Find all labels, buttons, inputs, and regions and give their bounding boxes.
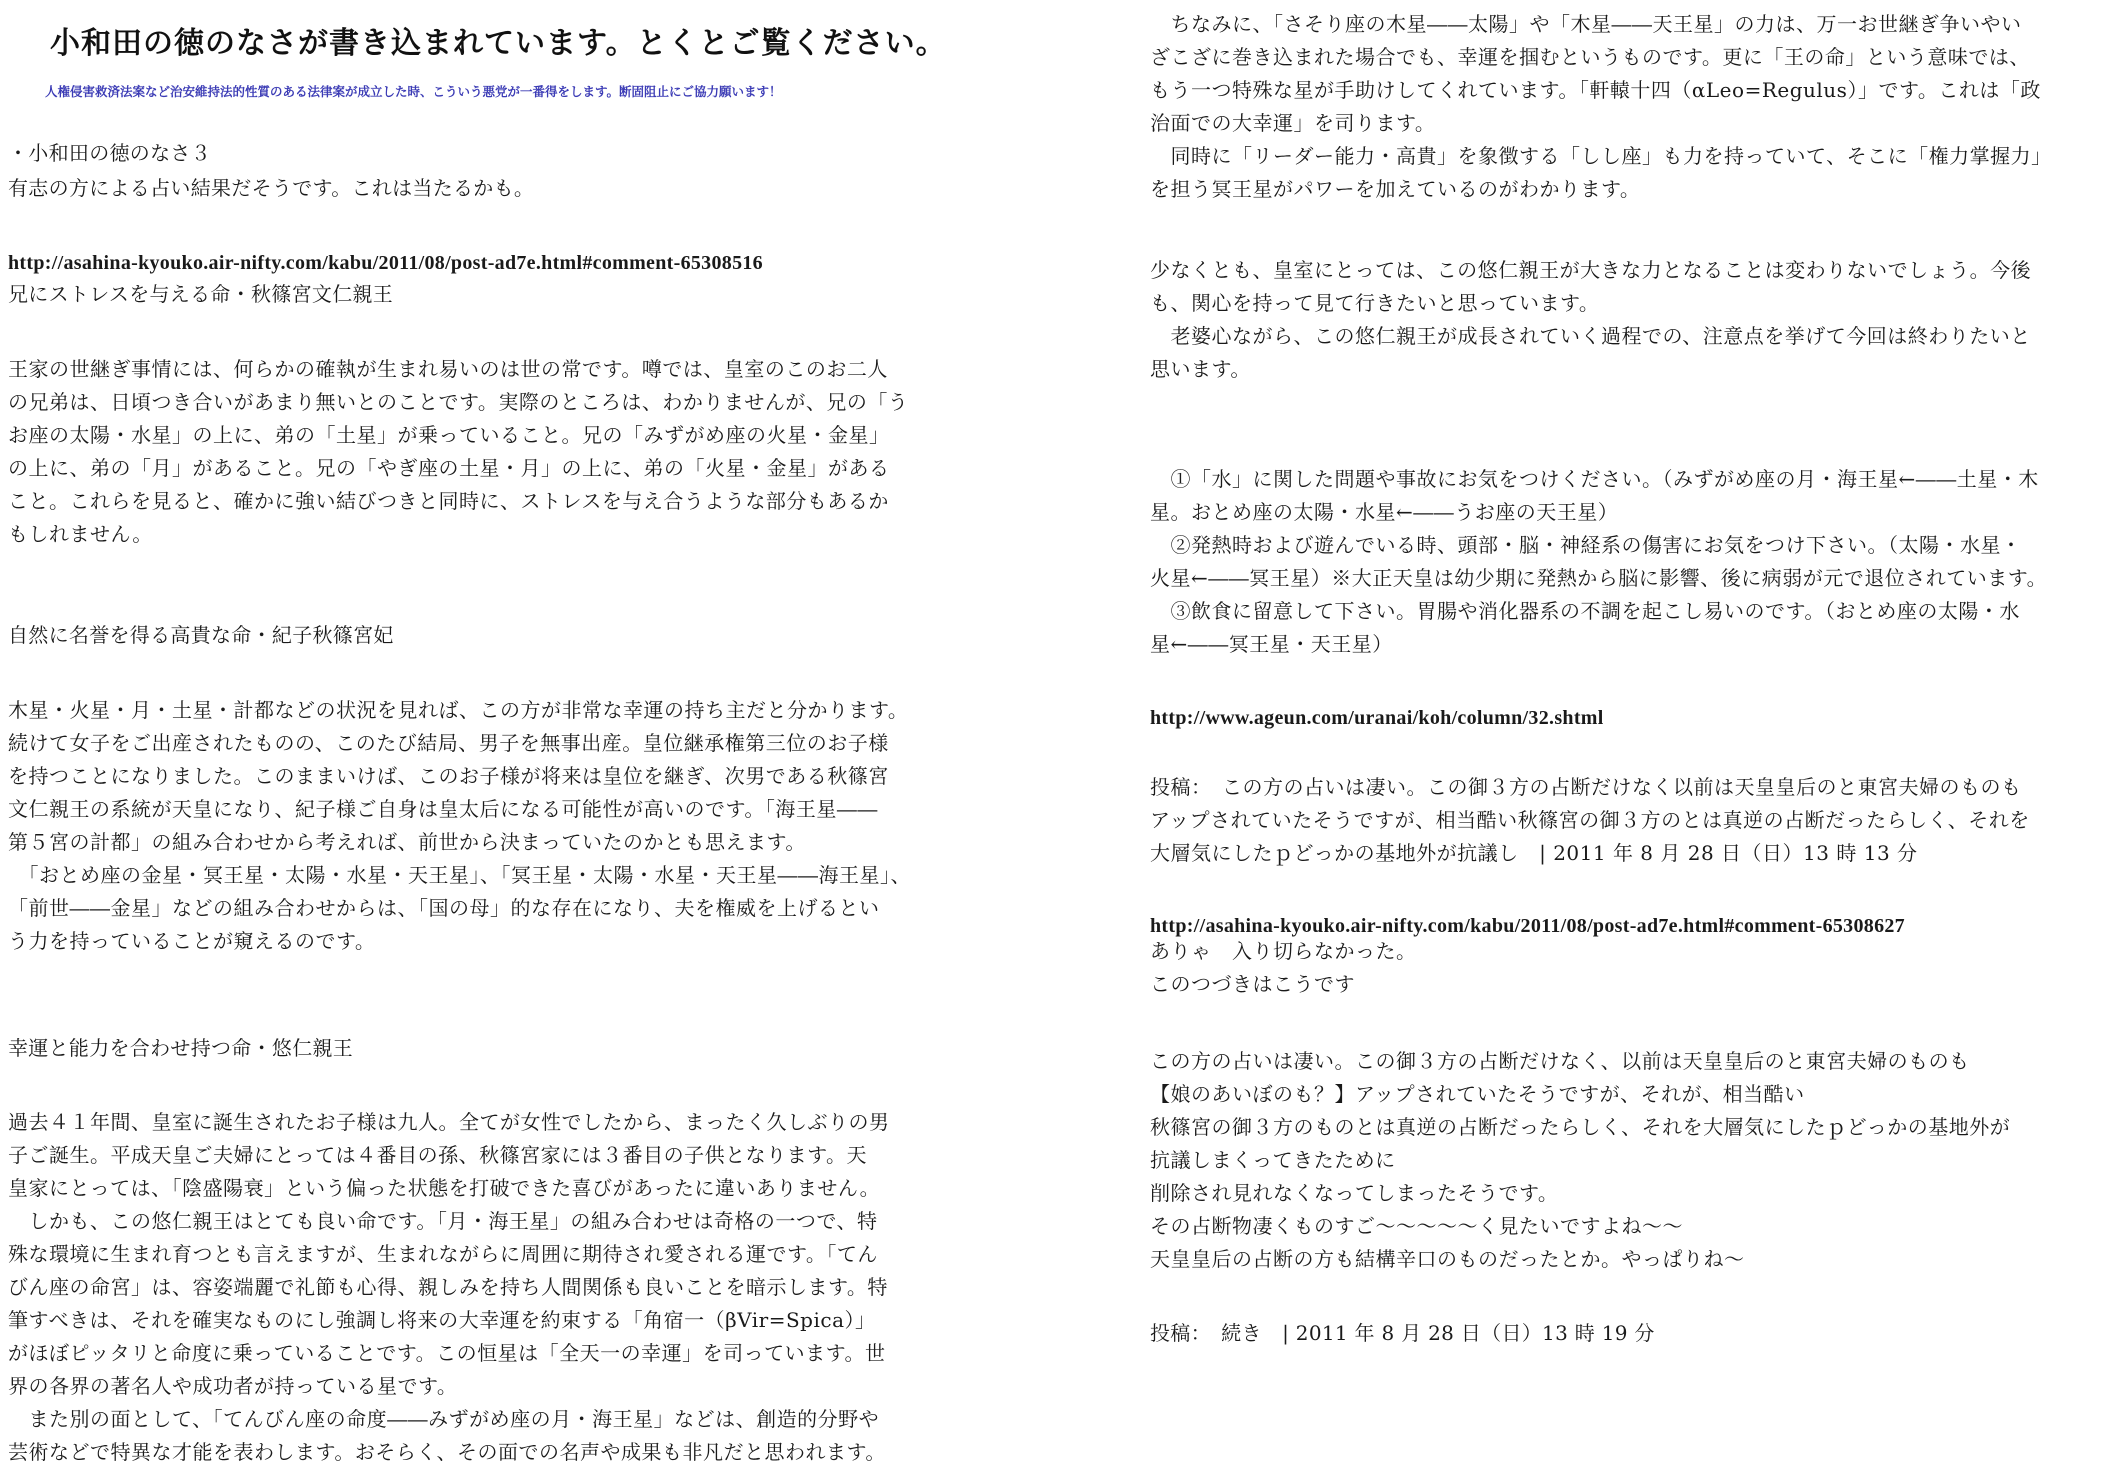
- heading-akishino: 兄にストレスを与える命・秋篠宮文仁親王: [8, 282, 394, 306]
- text-line: 木星・火星・月・土星・計都などの状況を見れば、この方が非常な幸運の持ち主だと分かります。: [8, 698, 909, 722]
- text-line: 「前世――金星」などの組み合わせからは、「国の母」的な存在になり、夫を権威を上げるとい: [8, 896, 880, 920]
- text-line: しかも、この悠仁親王はとても良い命です。「月・海王星」の組み合わせは奇格の一つで、特: [8, 1209, 878, 1233]
- text-line: この方の占いは凄い。この御３方の占断だけなく、以前は天皇皇后のと東宮夫婦のものも: [1150, 1049, 1970, 1073]
- text-line: ①「水」に関した問題や事故にお気をつけください。（みずがめ座の月・海王星←――土星・木: [1150, 467, 2039, 491]
- paragraph-fortune: [1150, 8, 2125, 206]
- text-line: 抗議しまくってきたために: [1150, 1148, 1396, 1172]
- text-line: を担う冥王星がパワーを加えているのがわかります。: [1150, 177, 1641, 201]
- text-line: 続けて女子をご出産されたものの、このたび結局、男子を無事出産。皇位継承権第三位のお子様: [8, 731, 889, 755]
- text-line: 第５宮の計都」の組み合わせから考えれば、前世から決まっていたのかとも思えます。: [8, 830, 806, 854]
- page-title: 小和田の徳のなさが書き込まれています。とくとご覧ください。: [50, 26, 947, 61]
- text-line: 【娘のあいぼのも？】アップされていたそうですが、それが、相当酷い: [1150, 1082, 1805, 1106]
- text-line: 「おとめ座の金星・冥王星・太陽・水星・天王星」、「冥王星・太陽・水星・天王星――海王星」、: [8, 863, 911, 887]
- text-line: ちなみに、「さそり座の木星――太陽」や「木星――天王星」の力は、万一お世継ぎ争いやい: [1150, 12, 2022, 36]
- text-line: の兄弟は、日頃つき合いがあまり無いとのことです。実際のところは、わかりませんが、兄の「う: [8, 390, 909, 414]
- paragraph-conclusion: [1150, 254, 2125, 386]
- text-line: 天皇皇后の占断の方も結構辛口のものだったとか。やっぱりね～: [1150, 1247, 1745, 1271]
- left-column: [0, 0, 1010, 1480]
- text-line: 削除され見れなくなってしまったそうです。: [1150, 1181, 1559, 1205]
- text-line: 火星←――冥王星）※大正天皇は幼少期に発熱から脳に影響、後に病弱が元で退位されています。: [1150, 566, 2048, 590]
- text-line: 殊な環境に生まれ育つとも言えますが、生まれながらに周囲に期待され愛される運です。「てん: [8, 1242, 878, 1266]
- right-column: [1150, 0, 2127, 1480]
- text-line: もしれません。: [8, 522, 153, 546]
- text-line: 投稿： この方の占いは凄い。この御３方の占断だけなく以前は天皇皇后のと東宮夫婦のものも: [1150, 775, 2022, 799]
- source-url-2[interactable]: http://www.ageun.com/uranai/koh/column/32.shtml: [1150, 707, 1604, 729]
- post-comment-1: [1150, 771, 2125, 870]
- source-url-3[interactable]: http://asahina-kyouko.air-nifty.com/kabu/2011/08/post-ad7e.html#comment-65308627: [1150, 915, 1905, 937]
- text-line: 文仁親王の系統が天皇になり、紀子様ご自身は皇太后になる可能性が高いのです。「海王星――: [8, 797, 878, 821]
- text-line: を持つことになりました。このままいけば、このお子様が将来は皇位を継ぎ、次男である秋篠宮: [8, 764, 889, 788]
- text-line: 芸術などで特異な才能を表わします。おそらく、その面での名声や成果も非凡だと思われます。: [8, 1440, 886, 1464]
- text-line: 界の各界の著名人や成功者が持っている星です。: [8, 1374, 458, 1398]
- text-line: 思います。: [1150, 357, 1251, 381]
- comment-body: [1150, 1045, 2125, 1276]
- subtitle: 人権侵害救済法案など治安維持法的性質のある法律案が成立した時、こういう悪党が一番得をします。断固阻止にご協力願います！: [45, 84, 782, 99]
- text-line: 皇家にとっては、「陰盛陽衰」という偏った状態を打破できた喜びがあったに違いありません。: [8, 1176, 881, 1200]
- text-line: 老婆心ながら、この悠仁親王が成長されていく過程での、注意点を挙げて今回は終わりたいと: [1150, 324, 2031, 348]
- comment-note: [1150, 935, 2125, 1001]
- intro-text: 有志の方による占い結果だそうです。これは当たるかも。: [8, 176, 535, 200]
- section-heading: ・小和田の徳のなさ３: [8, 141, 211, 165]
- text-line: 星。おとめ座の太陽・水星←――うお座の天王星）: [1150, 500, 1619, 524]
- text-line: 星←――冥王星・天王星）: [1150, 632, 1393, 656]
- paragraph-cautions: [1150, 463, 2125, 661]
- text-line: 少なくとも、皇室にとっては、この悠仁親王が大きな力となることは変わりないでしょう。今後: [1150, 258, 2032, 282]
- text-line: の上に、弟の「月」があること。兄の「やぎ座の土星・月」の上に、弟の「火星・金星」がある: [8, 456, 890, 480]
- paragraph-akishino: [8, 353, 998, 551]
- text-line: びん座の命宮」は、容姿端麗で礼節も心得、親しみを持ち人間関係も良いことを暗示します。特: [8, 1275, 888, 1299]
- text-line: 過去４１年間、皇室に誕生されたお子様は九人。全てが女性でしたから、まったく久しぶりの男: [8, 1110, 890, 1134]
- text-line: がほぼピッタリと命度に乗っていることです。この恒星は「全天一の幸運」を司っています。世: [8, 1341, 886, 1365]
- text-line: ②発熱時および遊んでいる時、頭部・脳・神経系の傷害にお気をつけ下さい。（太陽・水星・: [1150, 533, 2022, 557]
- text-line: お座の太陽・水星」の上に、弟の「土星」が乗っていること。兄の「みずがめ座の火星・金星」: [8, 423, 890, 447]
- text-line: 大層気にしたｐどっかの基地外が抗議し | 2011 年 8 月 28 日（日）13 時 13 分: [1150, 841, 1918, 865]
- text-line: また別の面として、「てんびん座の命度――みずがめ座の月・海王星」などは、創造的分野や: [8, 1407, 880, 1431]
- text-line: ③飲食に留意して下さい。胃腸や消化器系の不調を起こし易いのです。（おとめ座の太陽・水: [1150, 599, 2020, 623]
- paragraph-hisahito: [8, 1106, 998, 1469]
- paragraph-kiko: [8, 694, 998, 958]
- text-line: 治面での大幸運」を司ります。: [1150, 111, 1436, 135]
- text-line: ざこざに巻き込まれた場合でも、幸運を掴むというものです。更に「王の命」という意味では、: [1150, 45, 2030, 69]
- post-footer: 投稿： 続き | 2011 年 8 月 28 日（日）13 時 19 分: [1150, 1321, 1655, 1345]
- text-line: も、関心を持って見て行きたいと思っています。: [1150, 291, 1600, 315]
- heading-hisahito: 幸運と能力を合わせ持つ命・悠仁親王: [8, 1036, 354, 1060]
- source-url-1[interactable]: http://asahina-kyouko.air-nifty.com/kabu/2011/08/post-ad7e.html#comment-65308516: [8, 252, 763, 274]
- text-line: 同時に「リーダー能力・高貴」を象徴する「しし座」も力を持っていて、そこに「権力掌握力」: [1150, 144, 2052, 168]
- text-line: 筆すべきは、それを確実なものにし強調し将来の大幸運を約束する「角宿一（βVir=Spica）」: [8, 1308, 876, 1332]
- text-line: 子ご誕生。平成天皇ご夫婦にとっては４番目の孫、秋篠宮家には３番目の子供となります。天: [8, 1143, 867, 1167]
- text-line: このつづきはこうです: [1150, 972, 1355, 996]
- text-line: 王家の世継ぎ事情には、何らかの確執が生まれ易いのは世の常です。噂では、皇室のこのお二人: [8, 357, 888, 381]
- text-line: う力を持っていることが窺えるのです。: [8, 929, 376, 953]
- text-line: こと。これらを見ると、確かに強い結びつきと同時に、ストレスを与え合うような部分もあるか: [8, 489, 889, 513]
- text-line: アップされていたそうですが、相当酷い秋篠宮の御３方のとは真逆の占断だったらしく、それを: [1150, 808, 2030, 832]
- text-line: 秋篠宮の御３方のものとは真逆の占断だったらしく、それを大層気にしたｐどっかの基地外が: [1150, 1115, 2011, 1139]
- text-line: もう一つ特殊な星が手助けしてくれています。「軒轅十四（αLeo=Regulus）」です。これは「政: [1150, 78, 2041, 102]
- text-line: その占断物凄くものすご～～～～～く見たいですよね～～: [1150, 1214, 1683, 1238]
- heading-kiko: 自然に名誉を得る高貴な命・紀子秋篠宮妃: [8, 623, 394, 647]
- text-line: ありゃ 入り切らなかった。: [1150, 939, 1417, 963]
